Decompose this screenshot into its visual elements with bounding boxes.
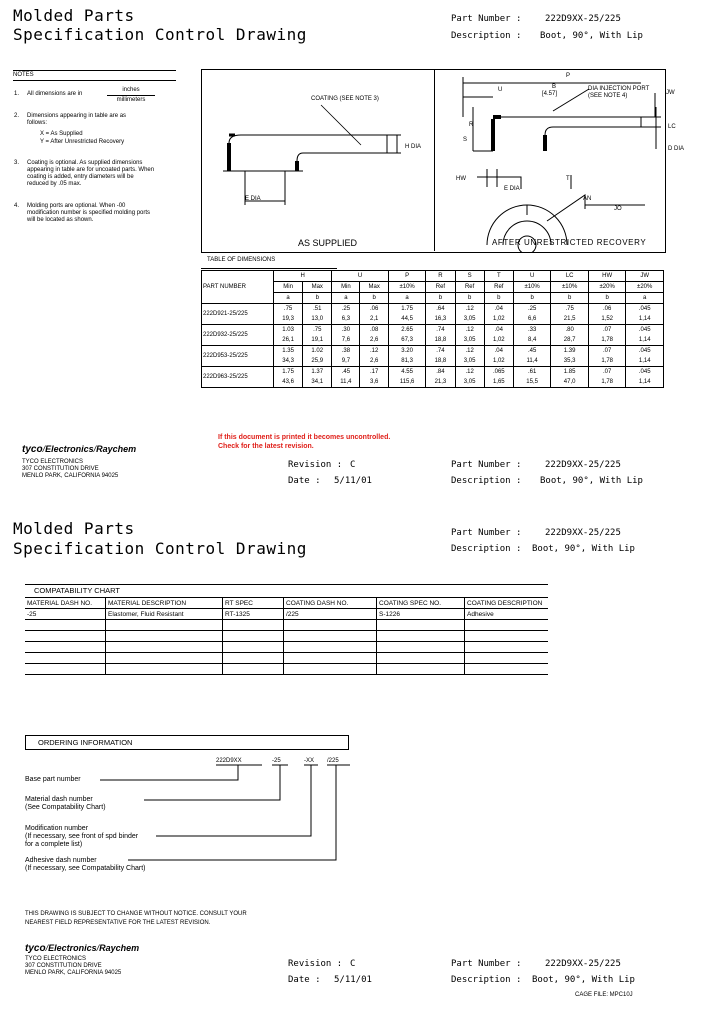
footer-description-value-2: Boot, 90°, With Lip bbox=[532, 975, 635, 985]
table-subheader-code: b bbox=[360, 293, 388, 304]
compat-row bbox=[25, 642, 548, 653]
compat-cell: -25 bbox=[25, 609, 106, 620]
compat-cell bbox=[223, 631, 284, 642]
part-number-value-2: 222D9XX-25/225 bbox=[545, 528, 621, 538]
note-3-text: Coating is optional. As supplied dimensions appearing in table are for uncoated parts. When coating is added, entry diameters will be reduced by .05 max. bbox=[27, 160, 155, 187]
table-cell-inch: .25 bbox=[332, 304, 360, 315]
order-item-adhesive-note: (If necessary, see Compatability Chart) bbox=[25, 865, 146, 872]
order-item-base: Base part number bbox=[25, 776, 81, 783]
compat-cell bbox=[25, 664, 106, 675]
table-cell-mm: 6,6 bbox=[513, 314, 551, 325]
compat-cell bbox=[106, 664, 223, 675]
table-cell-mm: 34,1 bbox=[303, 377, 332, 388]
table-cell-mm: 7,6 bbox=[332, 335, 360, 346]
compat-cell bbox=[25, 642, 106, 653]
part-number-value: 222D9XX-25/225 bbox=[545, 14, 621, 24]
table-cell-inch: 1.75 bbox=[274, 367, 303, 378]
footer-description-value: Boot, 90°, With Lip bbox=[540, 476, 643, 486]
table-row bbox=[202, 304, 664, 315]
label-h-dia: H DIA bbox=[405, 144, 422, 150]
compat-cell: S-1226 bbox=[377, 609, 465, 620]
compat-cell bbox=[223, 664, 284, 675]
table-subheader: Ref bbox=[455, 282, 484, 293]
table-subheader-code: b bbox=[588, 293, 626, 304]
table-row bbox=[202, 346, 664, 357]
table-cell-mm: 47,0 bbox=[551, 377, 589, 388]
part-number-label-2: Part Number : bbox=[451, 528, 522, 538]
table-cell-inch: .45 bbox=[332, 367, 360, 378]
table-cell-mm: 6,3 bbox=[332, 314, 360, 325]
table-header-u1: U bbox=[332, 271, 389, 282]
table-cell-mm: 115,6 bbox=[388, 377, 426, 388]
order-code-modification: -XX bbox=[304, 758, 315, 764]
logo-raychem-2: Raychem bbox=[99, 943, 140, 953]
order-code-material: -25 bbox=[272, 758, 281, 764]
logo-tyco: tyco bbox=[22, 444, 43, 455]
label-hw: HW bbox=[456, 176, 466, 182]
compat-header: RT SPEC bbox=[223, 598, 284, 609]
compat-cell bbox=[106, 631, 223, 642]
compat-cell bbox=[106, 620, 223, 631]
compat-cell bbox=[284, 642, 377, 653]
note-2-item-y: Y = After Unrestricted Recovery bbox=[40, 139, 125, 145]
note-2-text: Dimensions appearing in table are as follows: bbox=[27, 113, 127, 126]
table-header-lc: LC bbox=[551, 271, 589, 282]
revision-label-2: Revision : bbox=[288, 959, 343, 969]
table-header-s: S bbox=[455, 271, 484, 282]
order-item-adhesive: Adhesive dash number bbox=[25, 857, 97, 864]
label-e-dia: E DIA bbox=[245, 196, 261, 202]
table-cell-inch: 3.20 bbox=[388, 346, 426, 357]
compat-cell bbox=[25, 653, 106, 664]
table-cell-inch: 1.03 bbox=[274, 325, 303, 336]
table-cell-inch: .065 bbox=[484, 367, 513, 378]
table-cell-inch: .74 bbox=[426, 325, 455, 336]
table-subheader: Min bbox=[332, 282, 360, 293]
label-lc: LC bbox=[668, 124, 676, 130]
table-cell-inch: .64 bbox=[426, 304, 455, 315]
table-cell-inch: .045 bbox=[626, 367, 664, 378]
table-cell-mm: 3,05 bbox=[455, 356, 484, 367]
label-b-value: [4.57] bbox=[542, 91, 558, 97]
part-number-label: Part Number : bbox=[451, 14, 522, 24]
company-city-2: MENLO PARK, CALIFORNIA 94025 bbox=[25, 970, 122, 976]
note-4-num: 4. bbox=[14, 203, 20, 209]
compat-cell bbox=[465, 664, 549, 675]
notes-heading: NOTES bbox=[13, 72, 34, 78]
label-r: R bbox=[469, 122, 474, 128]
logo-raychem: Raychem bbox=[96, 444, 137, 454]
company-logo-2: tyco/Electronics/Raychem bbox=[25, 943, 140, 954]
revision-value: C bbox=[350, 460, 356, 470]
table-cell-mm: 13,0 bbox=[303, 314, 332, 325]
table-cell-inch: .75 bbox=[274, 304, 303, 315]
logo-tyco-2: tyco bbox=[25, 943, 46, 954]
table-subheader-code: a bbox=[388, 293, 426, 304]
compat-cell bbox=[106, 642, 223, 653]
table-cell-mm: 81,3 bbox=[388, 356, 426, 367]
table-header-p: P bbox=[388, 271, 426, 282]
table-cell-inch: .06 bbox=[588, 304, 626, 315]
table-subheader: Min bbox=[274, 282, 303, 293]
compat-cell bbox=[465, 653, 549, 664]
compat-cell bbox=[284, 664, 377, 675]
table-cell-inch: .045 bbox=[626, 304, 664, 315]
compat-cell bbox=[377, 631, 465, 642]
footer-part-number-value-2: 222D9XX-25/225 bbox=[545, 959, 621, 969]
compatability-table bbox=[25, 597, 548, 675]
table-cell-mm: 2,1 bbox=[360, 314, 388, 325]
label-s: S bbox=[463, 137, 468, 143]
table-subheader: Max bbox=[303, 282, 332, 293]
table-cell-inch: 1.85 bbox=[551, 367, 589, 378]
table-cell-mm: 19,3 bbox=[274, 314, 303, 325]
revision-value-2: C bbox=[350, 959, 356, 969]
footer-part-number-label: Part Number : bbox=[451, 460, 522, 470]
table-subheader-code: b bbox=[426, 293, 455, 304]
table-cell-inch: .38 bbox=[332, 346, 360, 357]
compat-row bbox=[25, 609, 548, 620]
table-cell-inch: 1.39 bbox=[551, 346, 589, 357]
table-cell-mm: 19,1 bbox=[303, 335, 332, 346]
compat-row bbox=[25, 653, 548, 664]
footer-part-number-value: 222D9XX-25/225 bbox=[545, 460, 621, 470]
table-cell-mm: 1,78 bbox=[588, 335, 626, 346]
table-subheader-code: b bbox=[484, 293, 513, 304]
note-2-num: 2. bbox=[14, 113, 20, 119]
table-cell-mm: 3,6 bbox=[360, 377, 388, 388]
table-cell-mm: 18,8 bbox=[426, 335, 455, 346]
description-value: Boot, 90°, With Lip bbox=[540, 31, 643, 41]
compat-cell bbox=[25, 631, 106, 642]
table-subheader-code: a bbox=[626, 293, 664, 304]
table-cell-mm: 8,4 bbox=[513, 335, 551, 346]
table-cell-mm: 1,02 bbox=[484, 335, 513, 346]
label-b: B bbox=[552, 84, 557, 90]
table-subheader: ±10% bbox=[513, 282, 551, 293]
table-cell-mm: 2,6 bbox=[360, 335, 388, 346]
company-city: MENLO PARK, CALIFORNIA 94025 bbox=[22, 473, 119, 479]
table-cell-mm: 21,3 bbox=[426, 377, 455, 388]
table-cell-mm: 11,4 bbox=[332, 377, 360, 388]
label-t: T bbox=[566, 176, 570, 182]
order-code-adhesive: /225 bbox=[327, 758, 339, 764]
table-header-hw: HW bbox=[588, 271, 626, 282]
table-row bbox=[202, 325, 664, 336]
disclaimer-2: NEAREST FIELD REPRESENTATIVE FOR THE LATEST REVISION. bbox=[25, 920, 211, 926]
table-subheader-code: b bbox=[551, 293, 589, 304]
table-cell-mm: 3,05 bbox=[455, 314, 484, 325]
table-cell-mm: 43,6 bbox=[274, 377, 303, 388]
table-cell-inch: .30 bbox=[332, 325, 360, 336]
table-cell-mm: 3,05 bbox=[455, 335, 484, 346]
table-cell-inch: 2.65 bbox=[388, 325, 426, 336]
logo-electronics: Electronics bbox=[45, 444, 94, 454]
dimensions-table bbox=[201, 270, 664, 388]
table-subheader: ±20% bbox=[588, 282, 626, 293]
compat-cell: /225 bbox=[284, 609, 377, 620]
table-cell-inch: .12 bbox=[455, 304, 484, 315]
table-subheader: Max bbox=[360, 282, 388, 293]
label-as-supplied: AS SUPPLIED bbox=[298, 238, 358, 248]
page-title: Molded Parts bbox=[13, 6, 135, 25]
compat-cell bbox=[284, 653, 377, 664]
note-2-item-x: X = As Supplied bbox=[40, 131, 83, 137]
boot-outline-recovered bbox=[493, 117, 641, 151]
label-after-recovery: AFTER UNRESTRICTED RECOVERY bbox=[492, 238, 647, 247]
table-cell-mm: 11,4 bbox=[513, 356, 551, 367]
table-subheader-code: a bbox=[332, 293, 360, 304]
table-cell-inch: .17 bbox=[360, 367, 388, 378]
table-cell-inch: 4.55 bbox=[388, 367, 426, 378]
table-header-r: R bbox=[426, 271, 455, 282]
label-p: P bbox=[566, 73, 571, 79]
table-subheader-code: a bbox=[274, 293, 303, 304]
order-item-material: Material dash number bbox=[25, 796, 93, 803]
table-cell-inch: .08 bbox=[360, 325, 388, 336]
table-cell-inch: .74 bbox=[426, 346, 455, 357]
date-label-2: Date : bbox=[288, 975, 321, 985]
company-logo: tyco/Electronics/Raychem bbox=[22, 444, 137, 455]
order-item-modification-note-2: for a complete list) bbox=[25, 841, 83, 848]
table-cell-inch: .45 bbox=[513, 346, 551, 357]
table-row-part-number: 222D921-25/225 bbox=[202, 304, 274, 325]
compat-header: COATING SPEC NO. bbox=[377, 598, 465, 609]
table-header-t: T bbox=[484, 271, 513, 282]
table-cell-mm: 28,7 bbox=[551, 335, 589, 346]
notes-rule-top bbox=[13, 70, 176, 71]
company-name: TYCO ELECTRONICS bbox=[22, 459, 84, 465]
table-cell-mm: 3,05 bbox=[455, 377, 484, 388]
table-cell-inch: .045 bbox=[626, 325, 664, 336]
table-cell-inch: .80 bbox=[551, 325, 589, 336]
note-1-text: All dimensions are in bbox=[27, 91, 83, 97]
table-header-u2: U bbox=[513, 271, 551, 282]
table-subheader: ±10% bbox=[551, 282, 589, 293]
table-subheader: Ref bbox=[426, 282, 455, 293]
compat-cell bbox=[377, 620, 465, 631]
compat-cell bbox=[377, 653, 465, 664]
table-cell-mm: 15,5 bbox=[513, 377, 551, 388]
page-subtitle-2: Specification Control Drawing bbox=[13, 539, 307, 558]
table-cell-inch: .12 bbox=[360, 346, 388, 357]
table-cell-inch: .04 bbox=[484, 304, 513, 315]
table-row bbox=[202, 367, 664, 378]
table-cell-mm: 1,65 bbox=[484, 377, 513, 388]
notes-rule bbox=[13, 80, 176, 81]
date-label: Date : bbox=[288, 476, 321, 486]
uncontrolled-warning: If this document is printed it becomes uncontrolled. bbox=[218, 434, 391, 441]
table-header-h: H bbox=[274, 271, 332, 282]
note-1-num: 1. bbox=[14, 91, 20, 97]
compat-row bbox=[25, 664, 548, 675]
compat-row bbox=[25, 631, 548, 642]
label-d-dia: D DIA bbox=[668, 146, 685, 152]
table-cell-inch: .07 bbox=[588, 346, 626, 357]
table-heading-rule bbox=[201, 268, 337, 269]
table-cell-mm: 35,3 bbox=[551, 356, 589, 367]
compat-cell bbox=[223, 620, 284, 631]
table-subheader-code: b bbox=[455, 293, 484, 304]
table-subheader-code: b bbox=[303, 293, 332, 304]
compat-cell bbox=[465, 631, 549, 642]
table-cell-mm: 1,14 bbox=[626, 377, 664, 388]
table-subheader: Ref bbox=[484, 282, 513, 293]
table-cell-mm: 1,78 bbox=[588, 356, 626, 367]
compat-cell bbox=[106, 653, 223, 664]
table-cell-mm: 25,9 bbox=[303, 356, 332, 367]
compat-cell bbox=[25, 620, 106, 631]
table-cell-mm: 1,14 bbox=[626, 356, 664, 367]
table-cell-mm: 1,02 bbox=[484, 314, 513, 325]
compat-header: COATING DESCRIPTION bbox=[465, 598, 549, 609]
order-code-base: 222D9XX bbox=[216, 758, 242, 764]
table-cell-mm: 18,8 bbox=[426, 356, 455, 367]
compat-cell: RT-1325 bbox=[223, 609, 284, 620]
table-subheader: ±10% bbox=[388, 282, 426, 293]
ordering-heading: ORDERING INFORMATION bbox=[38, 738, 133, 747]
table-cell-inch: .07 bbox=[588, 325, 626, 336]
table-cell-inch: .12 bbox=[455, 346, 484, 357]
company-address: 307 CONSTITUTION DRIVE bbox=[22, 466, 99, 472]
table-cell-mm: 1,52 bbox=[588, 314, 626, 325]
table-cell-mm: 67,3 bbox=[388, 335, 426, 346]
table-cell-inch: .06 bbox=[360, 304, 388, 315]
order-item-modification-note: (If necessary, see front of spd binder bbox=[25, 833, 139, 840]
table-cell-mm: 9,7 bbox=[332, 356, 360, 367]
label-u: U bbox=[498, 87, 503, 93]
note-1-fraction-bottom: millimeters bbox=[116, 97, 146, 103]
compat-cell bbox=[377, 664, 465, 675]
note-3-num: 3. bbox=[14, 160, 20, 166]
note-1-fraction-bar bbox=[107, 95, 155, 96]
company-name-2: TYCO ELECTRONICS bbox=[25, 956, 87, 962]
compat-header: COATING DASH NO. bbox=[284, 598, 377, 609]
table-cell-mm: 1,14 bbox=[626, 335, 664, 346]
note-4-text: Molding ports are optional. When -00 modification number is specified molding ports will be located as shown. bbox=[27, 203, 151, 223]
boot-outline-supplied bbox=[229, 135, 387, 171]
label-jw: JW bbox=[666, 90, 675, 96]
table-cell-inch: .25 bbox=[513, 304, 551, 315]
table-cell-mm: 16,3 bbox=[426, 314, 455, 325]
order-item-modification: Modification number bbox=[25, 825, 89, 832]
footer-description-label-2: Description : bbox=[451, 975, 522, 985]
compat-header: MATERIAL DESCRIPTION bbox=[106, 598, 223, 609]
compat-cell bbox=[377, 642, 465, 653]
compat-cell bbox=[284, 620, 377, 631]
compat-cell bbox=[465, 642, 549, 653]
compat-row bbox=[25, 620, 548, 631]
revision-warning: Check for the latest revision. bbox=[218, 443, 314, 450]
compat-cell bbox=[465, 620, 549, 631]
compat-cell bbox=[284, 631, 377, 642]
table-cell-inch: .75 bbox=[551, 304, 589, 315]
label-coating: COATING (SEE NOTE 3) bbox=[311, 96, 379, 102]
table-header-part-number: PART NUMBER bbox=[202, 271, 274, 304]
table-cell-inch: .84 bbox=[426, 367, 455, 378]
compat-cell bbox=[223, 653, 284, 664]
table-cell-inch: .04 bbox=[484, 346, 513, 357]
logo-electronics-2: Electronics bbox=[48, 943, 97, 953]
company-address-2: 307 CONSTITUTION DRIVE bbox=[25, 963, 102, 969]
label-e-dia-2: E DIA bbox=[504, 186, 520, 192]
order-item-material-note: (See Compatability Chart) bbox=[25, 804, 106, 811]
note-1-fraction-top: inches bbox=[122, 87, 140, 93]
table-row-part-number: 222D953-25/225 bbox=[202, 346, 274, 367]
description-label: Description : bbox=[451, 31, 522, 41]
table-cell-inch: 1.02 bbox=[303, 346, 332, 357]
date-value: 5/11/01 bbox=[334, 476, 372, 486]
compat-heading: COMPATABILITY CHART bbox=[34, 586, 120, 595]
table-row-part-number: 222D932-25/225 bbox=[202, 325, 274, 346]
label-injection-port: DIA INJECTION PORT (SEE NOTE 4) bbox=[588, 86, 650, 99]
table-cell-inch: .51 bbox=[303, 304, 332, 315]
table-subheader-code: b bbox=[513, 293, 551, 304]
table-cell-inch: .12 bbox=[455, 325, 484, 336]
page-title-2: Molded Parts bbox=[13, 519, 135, 538]
page-subtitle: Specification Control Drawing bbox=[13, 25, 307, 44]
table-cell-inch: .12 bbox=[455, 367, 484, 378]
table-subheader: ±20% bbox=[626, 282, 664, 293]
compat-header: MATERIAL DASH NO. bbox=[25, 598, 106, 609]
table-cell-inch: 1.35 bbox=[274, 346, 303, 357]
table-cell-inch: 1.37 bbox=[303, 367, 332, 378]
compat-rule-top bbox=[25, 584, 548, 585]
table-cell-mm: 21,5 bbox=[551, 314, 589, 325]
table-cell-mm: 34,3 bbox=[274, 356, 303, 367]
table-cell-mm: 1,78 bbox=[588, 377, 626, 388]
table-cell-mm: 1,14 bbox=[626, 314, 664, 325]
compat-cell: Adhesive bbox=[465, 609, 549, 620]
table-cell-mm: 26,1 bbox=[274, 335, 303, 346]
cage-code: CAGE FILE: MPC10J bbox=[575, 992, 633, 998]
table-cell-inch: .33 bbox=[513, 325, 551, 336]
table-cell-mm: 44,5 bbox=[388, 314, 426, 325]
footer-part-number-label-2: Part Number : bbox=[451, 959, 522, 969]
compat-cell bbox=[223, 642, 284, 653]
disclaimer: THIS DRAWING IS SUBJECT TO CHANGE WITHOUT NOTICE. CONSULT YOUR bbox=[25, 911, 247, 917]
table-heading: TABLE OF DIMENSIONS bbox=[207, 257, 276, 263]
description-value-2: Boot, 90°, With Lip bbox=[532, 544, 635, 554]
revision-label: Revision : bbox=[288, 460, 343, 470]
description-label-2: Description : bbox=[451, 544, 522, 554]
table-cell-inch: .75 bbox=[303, 325, 332, 336]
table-cell-inch: 1.75 bbox=[388, 304, 426, 315]
table-cell-inch: .04 bbox=[484, 325, 513, 336]
table-cell-mm: 2,6 bbox=[360, 356, 388, 367]
footer-description-label: Description : bbox=[451, 476, 522, 486]
table-cell-inch: .07 bbox=[588, 367, 626, 378]
table-row-part-number: 222D963-25/225 bbox=[202, 367, 274, 388]
table-cell-inch: .61 bbox=[513, 367, 551, 378]
table-cell-inch: .045 bbox=[626, 346, 664, 357]
table-cell-mm: 1,02 bbox=[484, 356, 513, 367]
compat-cell: Elastomer, Fluid Resistant bbox=[106, 609, 223, 620]
date-value-2: 5/11/01 bbox=[334, 975, 372, 985]
label-an: AN bbox=[583, 196, 592, 202]
label-jo: JO bbox=[614, 206, 622, 212]
table-header-jw: JW bbox=[626, 271, 664, 282]
